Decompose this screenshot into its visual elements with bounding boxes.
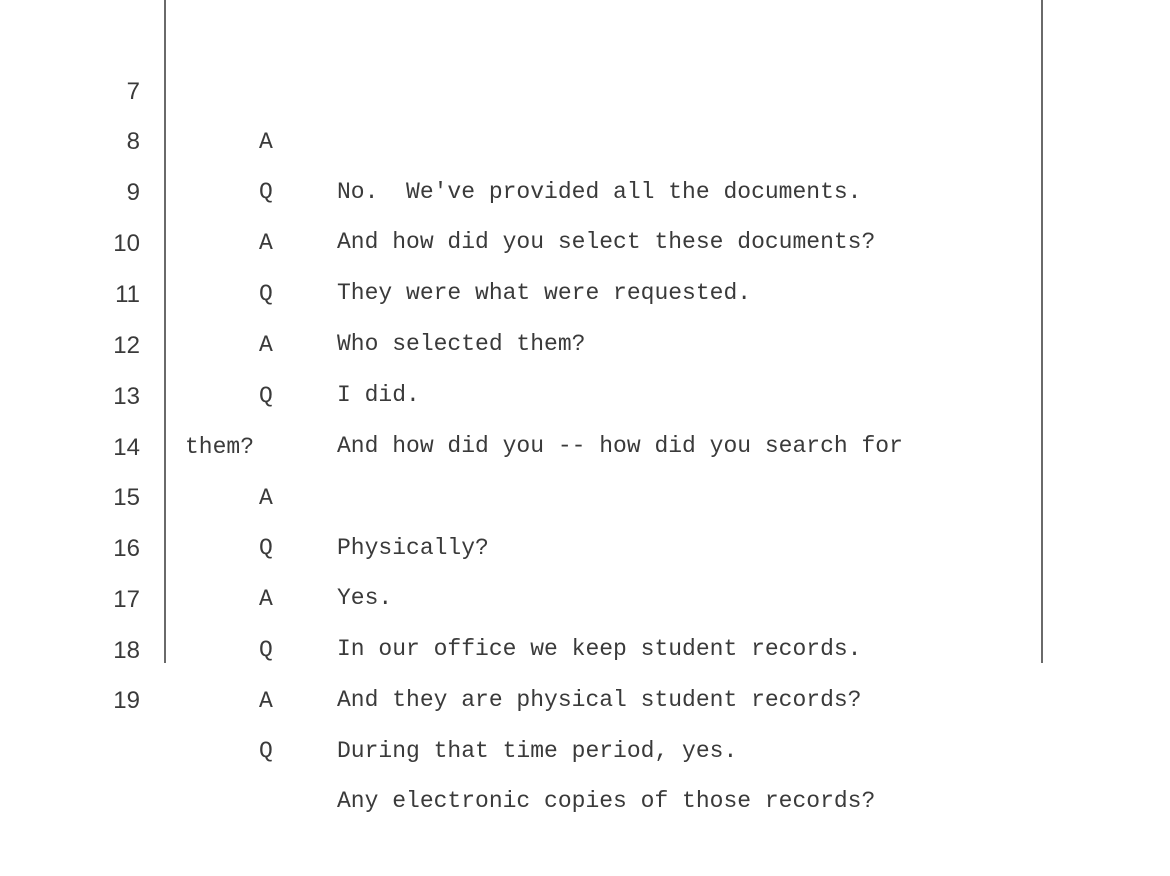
line-number: 14 xyxy=(113,434,140,461)
line-text: Yes. xyxy=(337,585,393,611)
line-text: Any electronic copies of those records? xyxy=(337,788,876,814)
speaker-label: Q xyxy=(259,738,273,764)
line-text: And how did you -- how did you search for xyxy=(337,433,903,459)
line-text: In our office we keep student records. xyxy=(337,636,862,662)
line-number: 7 xyxy=(126,78,140,105)
line-text: They were what were requested. xyxy=(337,280,752,306)
speaker-label: A xyxy=(259,586,273,612)
line-number: 9 xyxy=(126,179,140,206)
line-text: them? xyxy=(185,434,255,460)
line-text: And they are physical student records? xyxy=(337,687,862,713)
line-number: 17 xyxy=(113,586,140,613)
line-number: 18 xyxy=(113,637,140,664)
speaker-label: Q xyxy=(259,179,273,205)
speaker-label: A xyxy=(259,129,273,155)
speaker-label: A xyxy=(259,332,273,358)
line-text: And how did you select these documents? xyxy=(337,229,876,255)
speaker-label: A xyxy=(259,688,273,714)
line-number: 11 xyxy=(115,281,140,308)
line-number: 15 xyxy=(113,484,140,511)
transcript-line xyxy=(0,17,1170,205)
speaker-label: Q xyxy=(259,535,273,561)
line-text: I did. xyxy=(337,382,420,408)
speaker-label: A xyxy=(259,485,273,511)
line-number: 10 xyxy=(113,230,140,257)
line-text: During that time period, yes. xyxy=(337,738,738,764)
speaker-label: Q xyxy=(259,637,273,663)
speaker-label: Q xyxy=(259,281,273,307)
line-text: Who selected them? xyxy=(337,331,586,357)
line-number: 16 xyxy=(113,535,140,562)
line-number: 12 xyxy=(113,332,140,359)
line-number: 8 xyxy=(126,128,140,155)
speaker-label: A xyxy=(259,230,273,256)
line-text: No. We've provided all the documents. xyxy=(337,179,862,205)
line-number: 19 xyxy=(113,687,140,714)
speaker-label: Q xyxy=(259,383,273,409)
line-number: 13 xyxy=(113,383,140,410)
line-text: Physically? xyxy=(337,535,489,561)
